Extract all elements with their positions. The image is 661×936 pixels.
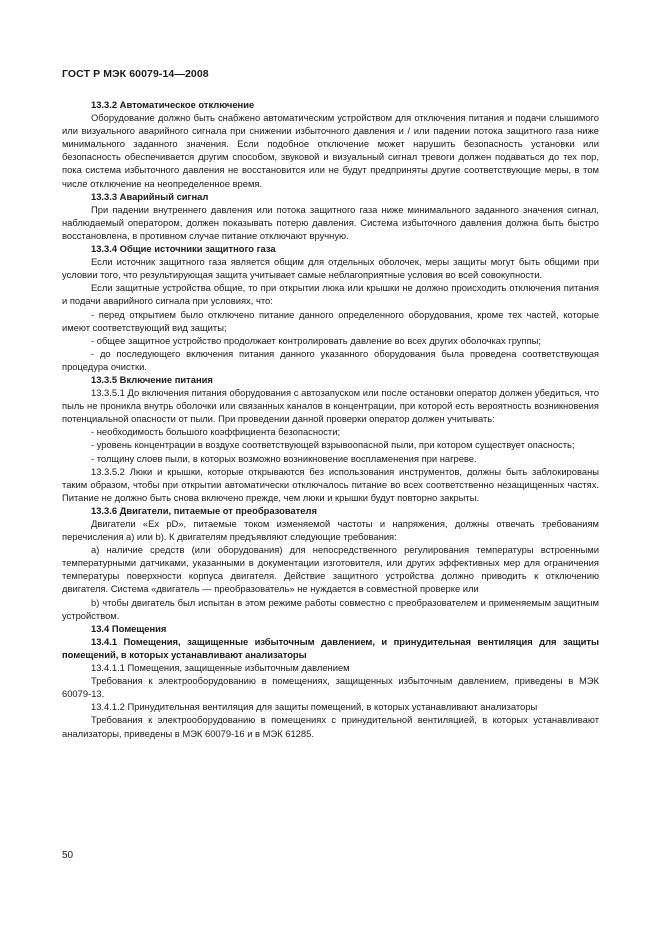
paragraph: 13.4.1.1 Помещения, защищенные избыточным давлением	[91, 662, 350, 674]
section-heading: 13.3.4 Общие источники защитного газа	[91, 243, 276, 255]
paragraph: - общее защитное устройство продолжает контролировать давление во всех других оболочках группы;	[91, 334, 541, 346]
paragraph: 13.4.1.2 Принудительная вентиляция для защиты помещений, в которых устанавливают анализаторы	[91, 701, 538, 713]
paragraph: - необходимость большого коэффициента безопасности;	[91, 426, 341, 438]
paragraph: Если источник защитного газа является общим для отдельных оболочек, меры защиты могут быть общими при условии того, что результирующая защита учитывает самые неблагоприятные условия во всей совокупности.	[62, 256, 599, 281]
document-body	[62, 98, 599, 740]
paragraph: Оборудование должно быть снабжено автоматическим устройством для отключения питания и подачи слышимого или визуального аварийного сигнала при снижении избыточного давления и / или падении потока защитного газа ниже минимального заданного значения. Если подобное отключение может нарушить безопасность установки или безопасность обеспечивается другим способом, звуковой и визуальный сигнал тревоги должен подаваться до тех пор, пока система избыточного давления не восстановится или не будут предприняты другие соответствующие меры, в том числе отключение на неопределенное время.	[62, 112, 599, 189]
section-heading: 13.3.3 Аварийный сигнал	[91, 190, 209, 202]
paragraph: Требования к электрооборудованию в помещениях с принудительной вентиляцией, в которых устанавливают анализаторы, приведены в МЭК 60079-16 и в МЭК 61285.	[62, 714, 599, 739]
paragraph: 13.3.5.2 Люки и крышки, которые открываются без использования инструментов, должны быть заблокированы таким образом, чтобы при открытии автоматически отключалось питание во всех соответственно незащищенных частях. Питание не должно быть снова включено прежде, чем люки и крышки будут повторно закрыты.	[62, 465, 599, 503]
paragraph: - уровень концентрации в воздухе соответствующей взрывоопасной пыли, при котором существует опасность;	[91, 439, 575, 451]
paragraph: Двигатели «Ex pD», питаемые током изменяемой частоты и напряжения, должны отвечать требованиям перечисления a) или b). К двигателям предъявляют следующие требования:	[62, 518, 599, 543]
document-code-header: ГОСТ Р МЭК 60079-14—2008	[62, 68, 209, 80]
paragraph: - до последующего включения питания данного указанного оборудования была проведена соответствующая процедура очистки.	[62, 347, 599, 372]
paragraph: b) чтобы двигатель был испытан в этом режиме работы совместно с преобразователем и применяемым защитным устройством.	[62, 596, 599, 621]
paragraph: - перед открытием было отключено питание данного определенного оборудования, кроме тех частей, которые имеют соответствующий вид защиты;	[62, 308, 599, 333]
paragraph: Если защитные устройства общие, то при открытии люка или крышки не должно происходить отключения питания и подачи аварийного сигнала при условиях, что:	[62, 282, 599, 307]
paragraph: a) наличие средств (или оборудования) для непосредственного регулирования температуры встроенными температурными датчиками, указанными в документации изготовителя, или других эффективных мер для ограничения температуры поверхности корпуса двигателя. Действие защитного устройства должно приводить к отключению двигателя. Система «двигатель — преобразователь» не нуждается в совместной проверке или	[62, 544, 599, 595]
paragraph: 13.3.5.1 До включения питания оборудования с автозапуском или после остановки оператор должен убедиться, что пыль не проникла внутрь оболочки или связанных каналов в концентрации, при которой есть вероятность возникновения потенциальной опасности от пыли. При проведении данной проверки оператор должен учитывать:	[62, 387, 599, 425]
paragraph: Требования к электрооборудованию в помещениях, защищенных избыточным давлением, приведены в МЭК 60079-13.	[62, 675, 599, 700]
section-heading: 13.3.2 Автоматическое отключение	[91, 99, 255, 110]
paragraph: При падении внутреннего давления или потока защитного газа ниже минимального заданного значения сигнал, наблюдаемый оператором, должен показывать потерю давления. Система избыточного давления должна быть быстро восстановлена, в противном случае питание отключают вручную.	[62, 203, 599, 241]
section-heading: 13.4 Помещения	[91, 622, 167, 634]
page-number: 50	[62, 850, 74, 861]
section-heading: 13.3.6 Двигатели, питаемые от преобразователя	[91, 504, 317, 516]
section-heading: 13.3.5 Включение питания	[91, 373, 213, 385]
paragraph: - толщину слоев пыли, в которых возможно возникновение воспламенения при нагреве.	[91, 452, 477, 464]
section-heading: 13.4.1 Помещения, защищенные избыточным давлением, и принудительная вентиляция для защиты помещений, в которых устанавливают анализаторы	[62, 635, 599, 660]
